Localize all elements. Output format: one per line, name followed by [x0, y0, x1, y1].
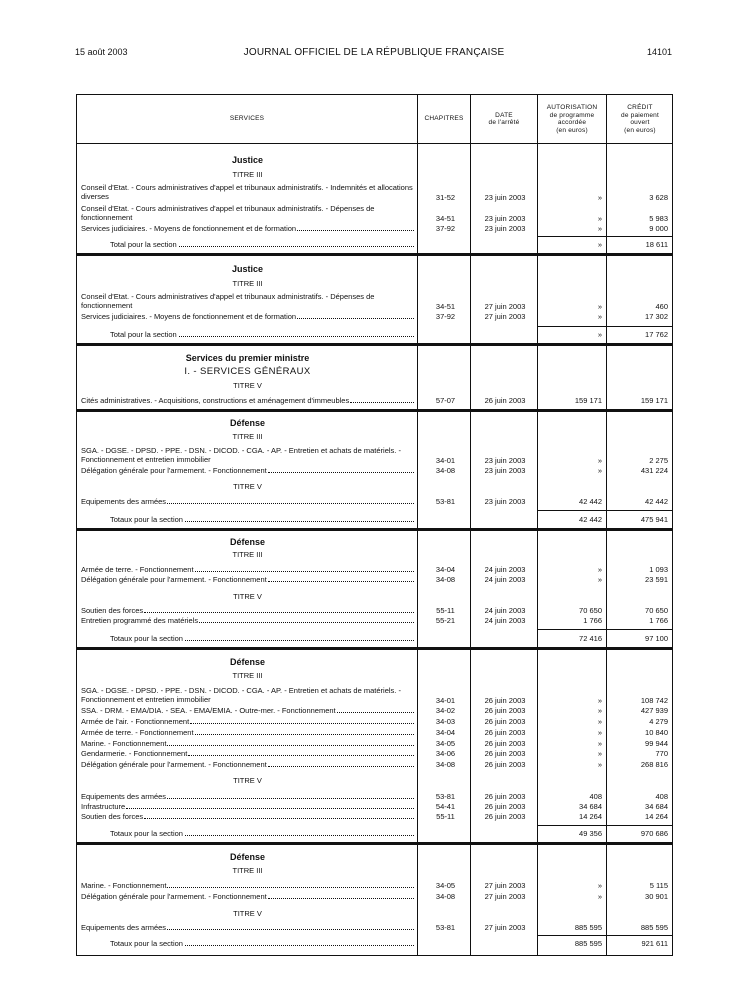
- autorisation-cell: »: [597, 466, 602, 475]
- service-text: [81, 881, 414, 890]
- total-autorisation: »: [597, 330, 602, 339]
- service-label: Gendarmerie. - Fonctionnement: [81, 749, 188, 758]
- date-cell: 26 juin 2003: [484, 717, 526, 726]
- ministry-title: Défense: [229, 852, 265, 862]
- credit-cell: 10 840: [645, 728, 668, 737]
- service-label: Armée de terre. - Fonctionnement: [81, 565, 194, 574]
- total-credit: 475 941: [640, 515, 668, 524]
- dot-leader: [179, 246, 414, 247]
- service-label: Equipements des armées: [81, 497, 167, 506]
- service-text: [81, 312, 414, 321]
- service-text: SGA. - DGSE. - DPSD. - PPE. - DSN. - DICOD. - CGA. - AP. - Entretien et achats de matériels. - Fonctionnement et entretien immobilier: [81, 446, 401, 464]
- date-cell: 27 juin 2003: [484, 892, 526, 901]
- chapitre-cell: 34-06: [435, 749, 456, 758]
- autorisation-cell: 1 766: [583, 616, 602, 625]
- section-separator: [76, 343, 673, 346]
- chapitre-cell: 34-04: [435, 565, 456, 574]
- autorisation-cell: »: [597, 749, 602, 758]
- autorisation-cell: »: [597, 728, 602, 737]
- service-text: SGA. - DGSE. - DPSD. - PPE. - DSN. - DICOD. - CGA. - AP. - Entretien et achats de matériels. - Fonctionnement et entretien immobilier: [81, 686, 401, 704]
- ministry-title: Justice: [231, 264, 264, 274]
- autorisation-cell: »: [597, 739, 602, 748]
- titre-label: TITRE V: [233, 482, 262, 491]
- dot-leader: [167, 745, 414, 746]
- total-autorisation: 42 442: [579, 515, 602, 524]
- titre-label: TITRE V: [233, 381, 262, 390]
- date-cell: 26 juin 2003: [484, 749, 526, 758]
- credit-cell: 70 650: [645, 606, 668, 615]
- column-divider: [606, 94, 607, 956]
- column-divider: [417, 94, 418, 956]
- service-label: Délégation générale pour l'armement. - Fonctionnement: [81, 892, 267, 901]
- section-total: [110, 829, 414, 838]
- header-autorisation: AUTORISATION de programme accordée (en euros): [546, 104, 598, 134]
- date-cell: 26 juin 2003: [484, 696, 526, 705]
- credit-cell: 108 742: [640, 696, 668, 705]
- dot-leader: [297, 230, 414, 231]
- ministry-title: Défense: [229, 537, 265, 547]
- autorisation-cell: »: [597, 312, 602, 321]
- dot-leader: [126, 808, 414, 809]
- dot-leader: [190, 723, 414, 724]
- titre-label: TITRE III: [232, 550, 263, 559]
- titre-label: TITRE III: [232, 279, 263, 288]
- section-subtitle: I. - SERVICES GÉNÉRAUX: [184, 366, 311, 377]
- credit-cell: 770: [655, 749, 668, 758]
- service-text: [81, 792, 414, 801]
- column-rule: [538, 236, 606, 237]
- autorisation-cell: »: [597, 193, 602, 202]
- titre-label: TITRE V: [233, 909, 262, 918]
- service-text: [81, 706, 414, 715]
- service-label: Marine. - Fonctionnement: [81, 881, 167, 890]
- service-text: [81, 396, 414, 405]
- dot-leader: [185, 945, 414, 946]
- autorisation-cell: »: [597, 224, 602, 233]
- titre-label: TITRE III: [232, 432, 263, 441]
- service-text: [81, 717, 414, 726]
- service-label: Délégation générale pour l'armement. - Fonctionnement: [81, 466, 267, 475]
- header-credit: CRÉDIT de paiement ouvert (en euros): [621, 104, 659, 134]
- dot-leader: [337, 712, 414, 713]
- autorisation-cell: »: [597, 717, 602, 726]
- date-cell: 23 juin 2003: [484, 497, 526, 506]
- date-cell: 24 juin 2003: [484, 616, 526, 625]
- service-label: Armée de l'air. - Fonctionnement: [81, 717, 190, 726]
- journal-title: JOURNAL OFFICIEL DE LA RÉPUBLIQUE FRANÇAISE: [243, 47, 505, 58]
- service-text: [81, 739, 414, 748]
- date-cell: 24 juin 2003: [484, 606, 526, 615]
- service-text: Conseil d'Etat. - Cours administratives d'appel et tribunaux administratifs. - Indemnités et allocations diverses: [81, 183, 413, 201]
- chapitre-cell: 34-51: [435, 302, 456, 311]
- credit-cell: 460: [655, 302, 668, 311]
- autorisation-cell: »: [597, 881, 602, 890]
- chapitre-cell: 54-41: [435, 802, 456, 811]
- date-cell: 23 juin 2003: [484, 456, 526, 465]
- autorisation-cell: 159 171: [574, 396, 602, 405]
- autorisation-cell: »: [597, 760, 602, 769]
- total-label: Totaux pour la section: [110, 939, 183, 948]
- credit-cell: 3 628: [649, 193, 668, 202]
- chapitre-cell: 34-05: [435, 881, 456, 890]
- service-label: Infrastructure: [81, 802, 126, 811]
- dot-leader: [195, 571, 414, 572]
- date-cell: 26 juin 2003: [484, 396, 526, 405]
- date-cell: 24 juin 2003: [484, 565, 526, 574]
- credit-cell: 431 224: [640, 466, 668, 475]
- service-label: Services judiciaires. - Moyens de fonctionnement et de formation: [81, 224, 297, 233]
- date-cell: 26 juin 2003: [484, 706, 526, 715]
- service-text: [81, 802, 414, 811]
- autorisation-cell: »: [597, 214, 602, 223]
- autorisation-cell: »: [597, 565, 602, 574]
- service-label: Soutien des forces: [81, 606, 144, 615]
- autorisation-cell: »: [597, 892, 602, 901]
- column-rule: [607, 825, 673, 826]
- credit-cell: 885 595: [640, 923, 668, 932]
- service-label: Délégation générale pour l'armement. - Fonctionnement: [81, 575, 267, 584]
- date-cell: 27 juin 2003: [484, 302, 526, 311]
- service-label: Marine. - Fonctionnement: [81, 739, 167, 748]
- autorisation-cell: 42 442: [579, 497, 602, 506]
- section-separator: [76, 647, 673, 650]
- section-separator: [76, 528, 673, 531]
- autorisation-cell: »: [597, 696, 602, 705]
- autorisation-cell: »: [597, 302, 602, 311]
- section-separator: [76, 253, 673, 256]
- page-number: 14101: [646, 47, 672, 57]
- chapitre-cell: 55-21: [435, 616, 456, 625]
- header-divider: [76, 143, 673, 144]
- ministry-title: Justice: [231, 155, 264, 165]
- chapitre-cell: 55-11: [436, 812, 455, 821]
- credit-cell: 2 275: [649, 456, 668, 465]
- credit-cell: 268 816: [640, 760, 668, 769]
- dot-leader: [188, 755, 414, 756]
- titre-label: TITRE V: [233, 776, 262, 785]
- credit-cell: 1 766: [649, 616, 668, 625]
- credit-cell: 4 279: [649, 717, 668, 726]
- header-chapitres: CHAPITRES: [424, 115, 464, 123]
- date-cell: 26 juin 2003: [484, 792, 526, 801]
- service-label: Services judiciaires. - Moyens de fonctionnement et de formation: [81, 312, 297, 321]
- credit-cell: 42 442: [645, 497, 668, 506]
- service-label: Armée de terre. - Fonctionnement: [81, 728, 194, 737]
- column-rule: [607, 326, 673, 327]
- titre-label: TITRE III: [232, 671, 263, 680]
- dot-leader: [167, 887, 414, 888]
- service-label: Cités administratives. - Acquisitions, constructions et aménagement d'immeubles: [81, 396, 350, 405]
- credit-cell: 1 093: [649, 565, 668, 574]
- total-autorisation: 72 416: [579, 634, 602, 643]
- service-text: [81, 575, 414, 584]
- dot-leader: [167, 929, 414, 930]
- total-credit: 921 611: [641, 939, 668, 948]
- dot-leader: [268, 581, 414, 582]
- autorisation-cell: 34 684: [579, 802, 602, 811]
- date-cell: 26 juin 2003: [484, 802, 526, 811]
- ministry-title: Défense: [229, 418, 265, 428]
- service-label: Délégation générale pour l'armement. - Fonctionnement: [81, 760, 267, 769]
- dot-leader: [144, 818, 414, 819]
- date-cell: 24 juin 2003: [484, 575, 526, 584]
- autorisation-cell: 70 650: [579, 606, 602, 615]
- section-total: [110, 330, 414, 339]
- titre-label: TITRE III: [232, 866, 263, 875]
- column-rule: [607, 629, 673, 630]
- service-label: SSA. - DRM. - EMA/DIA. - SEA. - EMA/EMIA. - Outre-mer. - Fonctionnement: [81, 706, 336, 715]
- service-text: [81, 606, 414, 615]
- chapitre-cell: 34-03: [435, 717, 456, 726]
- chapitre-cell: 34-05: [435, 739, 456, 748]
- credit-cell: 427 939: [640, 706, 668, 715]
- total-credit: 18 611: [645, 240, 668, 249]
- date-cell: 26 juin 2003: [484, 728, 526, 737]
- chapitre-cell: 57-07: [435, 396, 456, 405]
- chapitre-cell: 31-52: [435, 193, 456, 202]
- total-autorisation: 885 595: [574, 939, 602, 948]
- autorisation-cell: 885 595: [574, 923, 602, 932]
- autorisation-cell: »: [597, 706, 602, 715]
- dot-leader: [167, 798, 414, 799]
- dot-leader: [268, 898, 414, 899]
- column-rule: [538, 825, 606, 826]
- section-separator: [76, 842, 673, 845]
- titre-label: TITRE III: [232, 170, 263, 179]
- chapitre-cell: 34-02: [435, 706, 456, 715]
- chapitre-cell: 34-51: [435, 214, 456, 223]
- service-text: [81, 728, 414, 737]
- column-rule: [607, 935, 673, 936]
- date-cell: 27 juin 2003: [484, 881, 526, 890]
- service-text: [81, 923, 414, 932]
- credit-cell: 5 983: [649, 214, 668, 223]
- chapitre-cell: 34-08: [435, 760, 456, 769]
- service-text: [81, 812, 414, 821]
- credit-cell: 159 171: [640, 396, 668, 405]
- dot-leader: [185, 640, 414, 641]
- date-cell: 27 juin 2003: [484, 923, 526, 932]
- service-label: Equipements des armées: [81, 792, 167, 801]
- date-cell: 23 juin 2003: [484, 224, 526, 233]
- total-label: Totaux pour la section: [110, 515, 183, 524]
- section-total: [110, 939, 414, 948]
- autorisation-cell: »: [597, 456, 602, 465]
- credit-cell: 23 591: [645, 575, 668, 584]
- chapitre-cell: 34-08: [435, 892, 456, 901]
- credit-cell: 99 944: [645, 739, 668, 748]
- chapitre-cell: 34-01: [435, 456, 456, 465]
- dot-leader: [268, 766, 414, 767]
- chapitre-cell: 34-04: [435, 728, 456, 737]
- dot-leader: [297, 318, 414, 319]
- dot-leader: [350, 402, 414, 403]
- total-label: Total pour la section: [110, 240, 177, 249]
- dot-leader: [185, 835, 414, 836]
- date-cell: 23 juin 2003: [484, 193, 526, 202]
- autorisation-cell: »: [597, 575, 602, 584]
- dot-leader: [179, 336, 414, 337]
- date-cell: 26 juin 2003: [484, 760, 526, 769]
- dot-leader: [185, 521, 414, 522]
- chapitre-cell: 34-08: [435, 466, 456, 475]
- service-text: [81, 466, 414, 475]
- chapitre-cell: 34-08: [435, 575, 456, 584]
- credit-cell: 14 264: [645, 812, 668, 821]
- page-date: 15 août 2003: [75, 47, 128, 57]
- date-cell: 26 juin 2003: [484, 739, 526, 748]
- section-separator: [76, 409, 673, 412]
- chapitre-cell: 37-92: [435, 312, 456, 321]
- credit-cell: 34 684: [645, 802, 668, 811]
- service-text: [81, 224, 414, 233]
- titre-label: TITRE V: [233, 592, 262, 601]
- header-date: DATE de l'arrêté: [488, 111, 520, 126]
- column-rule: [538, 935, 606, 936]
- service-label: Soutien des forces: [81, 812, 144, 821]
- credit-cell: 30 901: [645, 892, 668, 901]
- service-text: Conseil d'Etat. - Cours administratives d'appel et tribunaux administratifs. - Dépenses de fonctionnement: [81, 204, 375, 222]
- credit-cell: 408: [655, 792, 668, 801]
- total-credit: 970 686: [640, 829, 668, 838]
- header-services: SERVICES: [229, 115, 265, 123]
- chapitre-cell: 37-92: [435, 224, 456, 233]
- dot-leader: [167, 503, 414, 504]
- service-text: [81, 749, 414, 758]
- total-autorisation: 49 356: [579, 829, 602, 838]
- service-text: Conseil d'Etat. - Cours administratives d'appel et tribunaux administratifs. - Dépenses de fonctionnement: [81, 292, 375, 310]
- total-autorisation: »: [597, 240, 602, 249]
- ministry-title: Services du premier ministre: [185, 353, 310, 363]
- service-text: [81, 760, 414, 769]
- autorisation-cell: 14 264: [579, 812, 602, 821]
- column-rule: [538, 510, 606, 511]
- credit-cell: 9 000: [649, 224, 668, 233]
- total-label: Totaux pour la section: [110, 829, 183, 838]
- column-rule: [538, 326, 606, 327]
- total-label: Total pour la section: [110, 330, 177, 339]
- section-total: [110, 240, 414, 249]
- section-total: [110, 634, 414, 643]
- dot-leader: [195, 734, 414, 735]
- total-label: Totaux pour la section: [110, 634, 183, 643]
- column-divider: [537, 94, 538, 956]
- service-label: Entretien programmé des matériels: [81, 616, 199, 625]
- dot-leader: [268, 472, 414, 473]
- service-text: [81, 565, 414, 574]
- total-credit: 17 762: [645, 330, 668, 339]
- dot-leader: [199, 622, 414, 623]
- service-text: [81, 616, 414, 625]
- service-text: [81, 497, 414, 506]
- date-cell: 27 juin 2003: [484, 312, 526, 321]
- credit-cell: 17 302: [645, 312, 668, 321]
- chapitre-cell: 53-81: [435, 792, 456, 801]
- service-label: Equipements des armées: [81, 923, 167, 932]
- dot-leader: [144, 612, 414, 613]
- service-text: [81, 892, 414, 901]
- date-cell: 26 juin 2003: [484, 812, 526, 821]
- credit-cell: 5 115: [649, 881, 668, 890]
- column-rule: [607, 236, 673, 237]
- chapitre-cell: 34-01: [435, 696, 456, 705]
- column-rule: [607, 510, 673, 511]
- total-credit: 97 100: [645, 634, 668, 643]
- section-total: [110, 515, 414, 524]
- chapitre-cell: 53-81: [435, 923, 456, 932]
- date-cell: 23 juin 2003: [484, 466, 526, 475]
- chapitre-cell: 55-11: [436, 606, 455, 615]
- autorisation-cell: 408: [589, 792, 602, 801]
- date-cell: 23 juin 2003: [484, 214, 526, 223]
- ministry-title: Défense: [229, 657, 265, 667]
- column-rule: [538, 629, 606, 630]
- chapitre-cell: 53-81: [435, 497, 456, 506]
